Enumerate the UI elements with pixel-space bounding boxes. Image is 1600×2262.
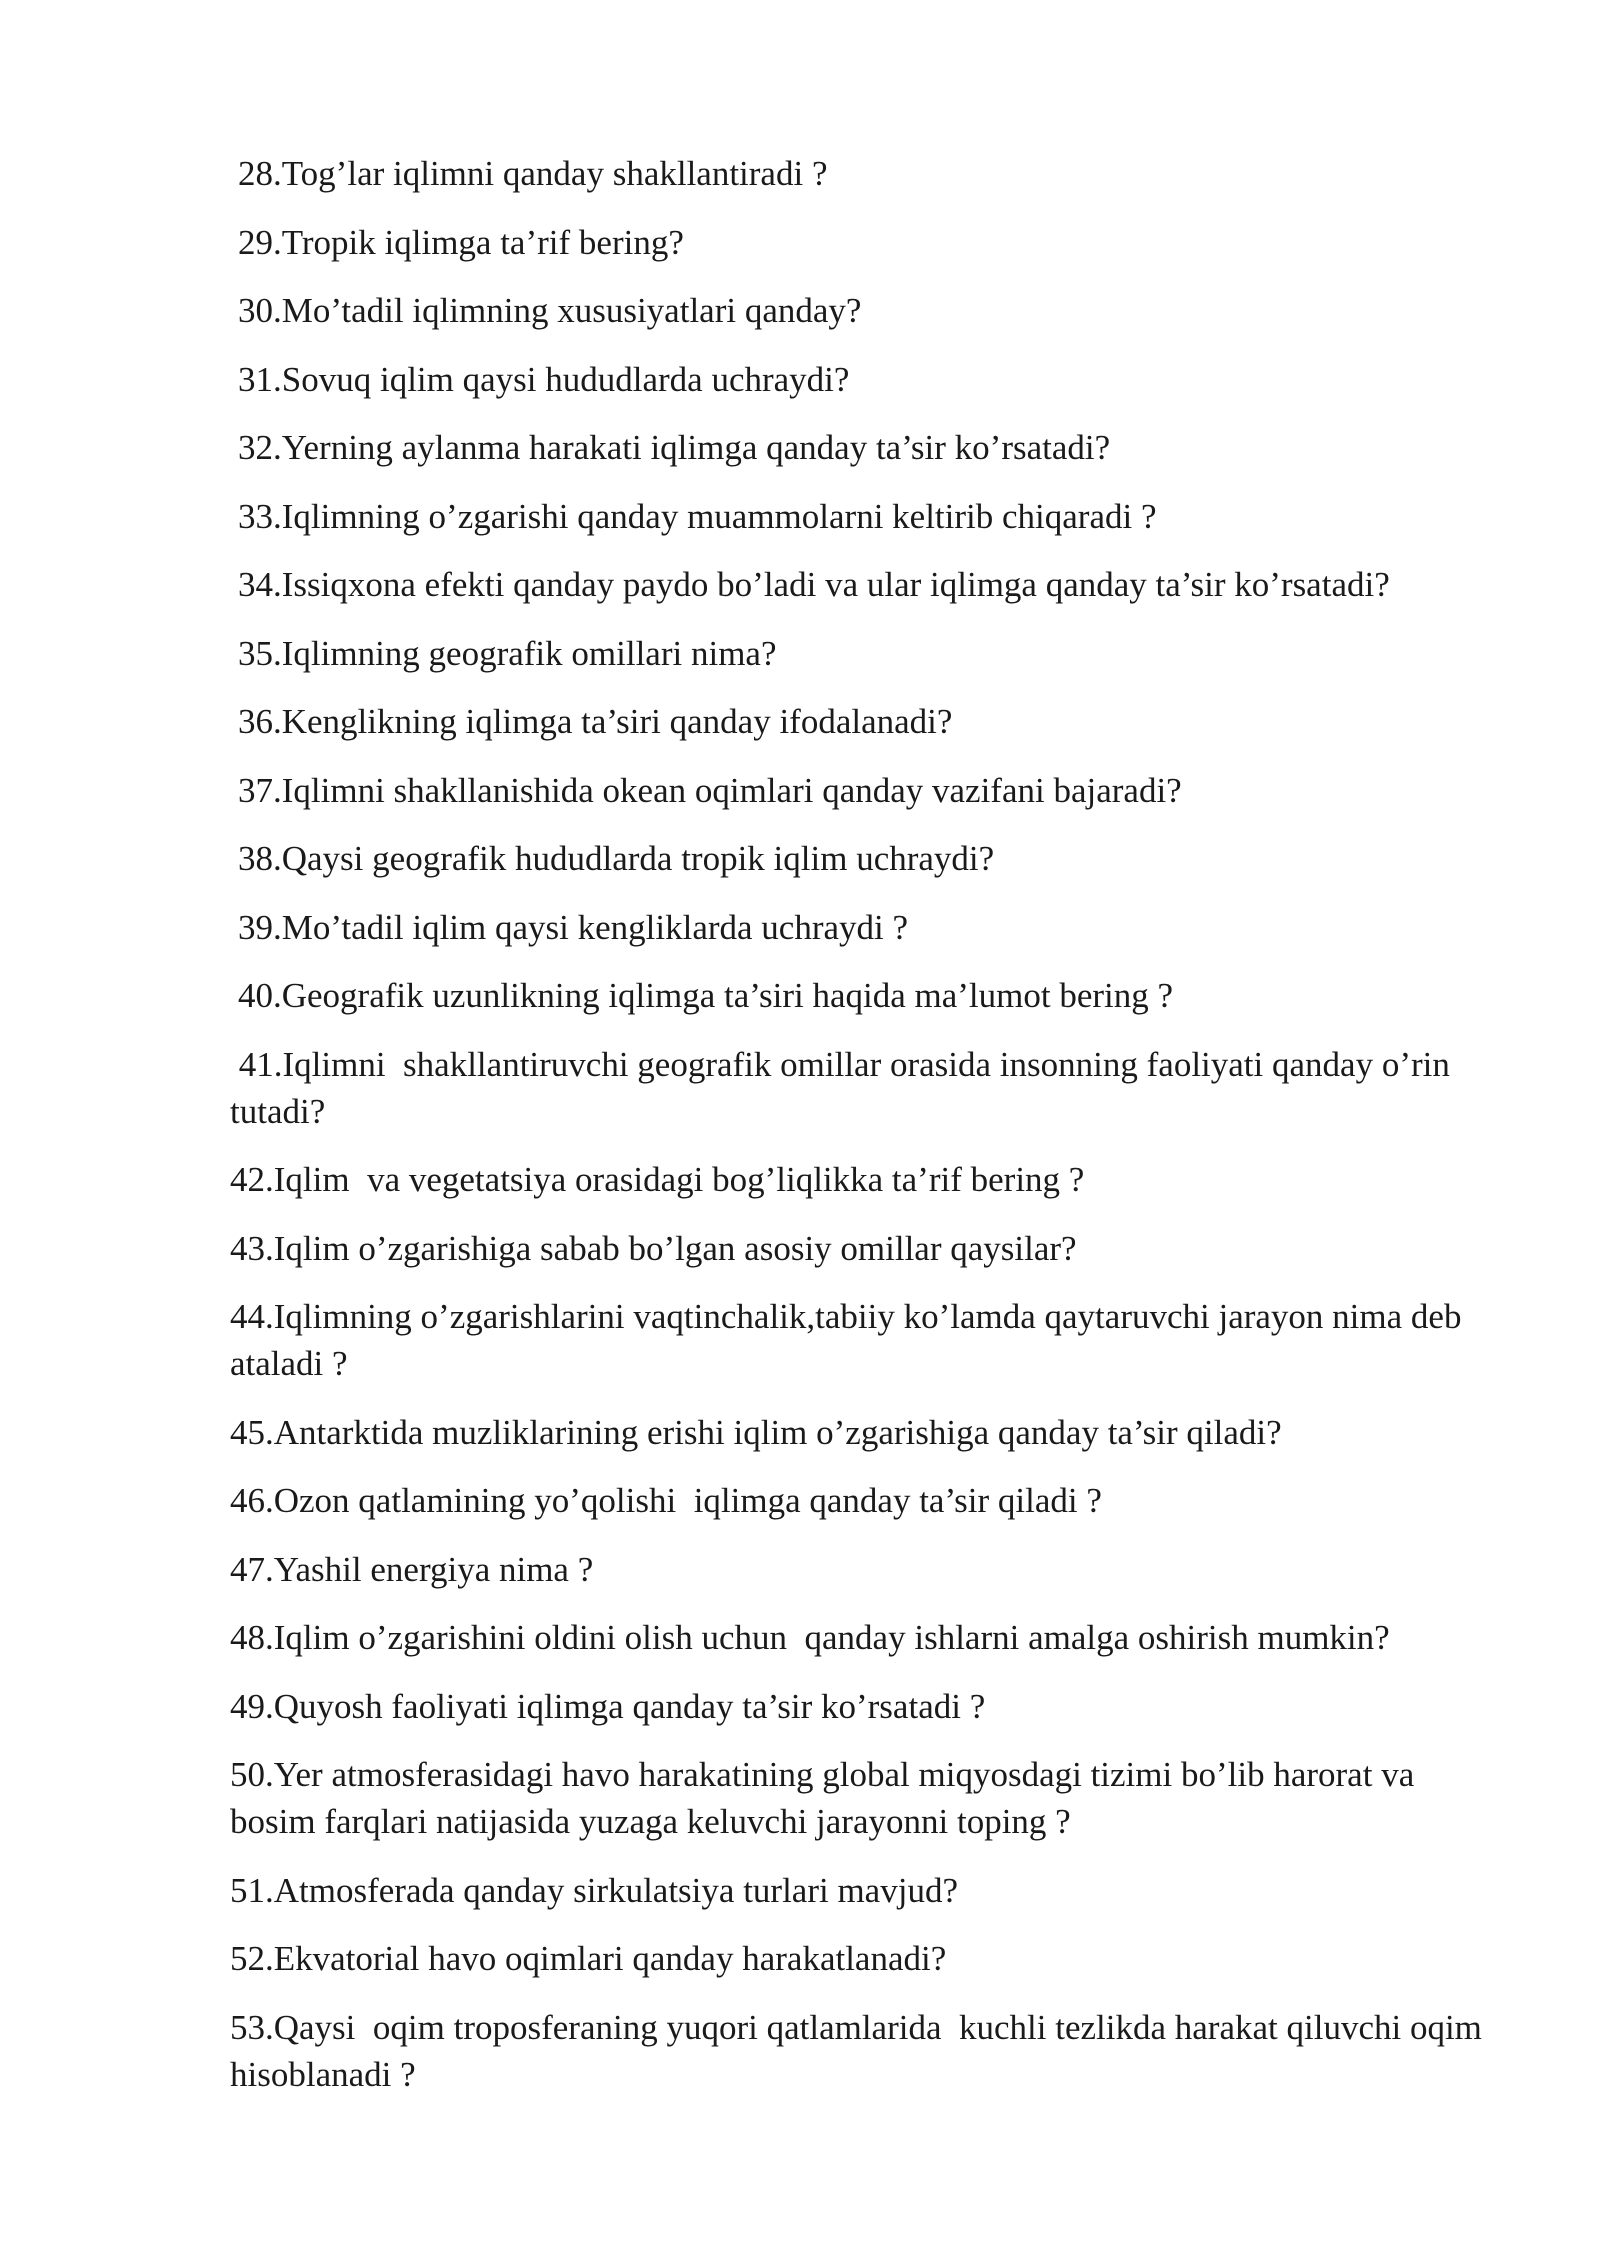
question-item: 35.Iqlimning geografik omillari nima?: [238, 633, 777, 673]
question-item: 36.Kenglikning iqlimga ta’siri qanday ifodalanadi?: [238, 702, 953, 741]
question-item: 40.Geografik uzunlikning iqlimga ta’siri haqida ma’lumot bering ?: [238, 976, 1174, 1015]
question-item: 53.Qaysi oqim troposferaning yuqori qatlamlarida kuchli tezlikda harakat qiluvchi oqim hisoblanadi ?: [230, 2007, 1491, 2094]
question-item: 48.Iqlim o’zgarishini oldini olish uchun qanday ishlarni amalga oshirish mumkin?: [230, 1618, 1390, 1657]
question-item: 39.Mo’tadil iqlim qaysi kengliklarda uchraydi ?: [238, 907, 909, 947]
question-item: 45.Antarktida muzliklarining erishi iqlim o’zgarishiga qanday ta’sir qiladi?: [230, 1412, 1282, 1452]
question-item: 51.Atmosferada qanday sirkulatsiya turlari mavjud?: [230, 1870, 958, 1910]
question-list: [230, 150, 1500, 2119]
question-item: 47.Yashil energiya nima ?: [230, 1549, 594, 1589]
question-item: 50.Yer atmosferasidagi havo harakatining global miqyosdagi tizimi bo’lib harorat va bosim farqlari natijasida yuzaga keluvchi jarayonni toping ?: [230, 1755, 1423, 1841]
question-item: 49.Quyosh faoliyati iqlimga qanday ta’sir ko’rsatadi ?: [230, 1686, 986, 1726]
question-item: 43.Iqlim o’zgarishiga sabab bo’lgan asosiy omillar qaysilar?: [230, 1228, 1077, 1268]
question-item: 31.Sovuq iqlim qaysi hududlarda uchraydi?: [238, 359, 850, 399]
question-item: 33.Iqlimning o’zgarishi qanday muammolarni keltirib chiqaradi ?: [238, 496, 1157, 536]
question-item: 37.Iqlimni shakllanishida okean oqimlari qanday vazifani bajaradi?: [238, 770, 1182, 810]
question-item: 52.Ekvatorial havo oqimlari qanday harakatlanadi?: [230, 1939, 947, 1978]
question-item: 46.Ozon qatlamining yo’qolishi iqlimga qanday ta’sir qiladi ?: [230, 1481, 1102, 1520]
question-item: 29.Tropik iqlimga ta’rif bering?: [238, 222, 684, 262]
question-item: 38.Qaysi geografik hududlarda tropik iqlim uchraydi?: [238, 839, 995, 878]
question-item: 28.Tog’lar iqlimni qanday shakllantiradi ?: [238, 154, 828, 193]
question-item: 42.Iqlim va vegetatsiya orasidagi bog’liqlikka ta’rif bering ?: [230, 1160, 1085, 1199]
question-item: 30.Mo’tadil iqlimning xususiyatlari qanday?: [238, 291, 862, 330]
question-item: 32.Yerning aylanma harakati iqlimga qanday ta’sir ko’rsatadi?: [238, 428, 1111, 467]
question-item: 44.Iqlimning o’zgarishlarini vaqtinchalik,tabiiy ko’lamda qaytaruvchi jarayon nima deb ataladi ?: [230, 1297, 1471, 1383]
question-item: 41.Iqlimni shakllantiruvchi geografik omillar orasida insonning faoliyati qanday o’rin tutadi?: [230, 1044, 1459, 1131]
question-item: 34.Issiqxona efekti qanday paydo bo’ladi va ular iqlimga qanday ta’sir ko’rsatadi?: [238, 565, 1390, 604]
